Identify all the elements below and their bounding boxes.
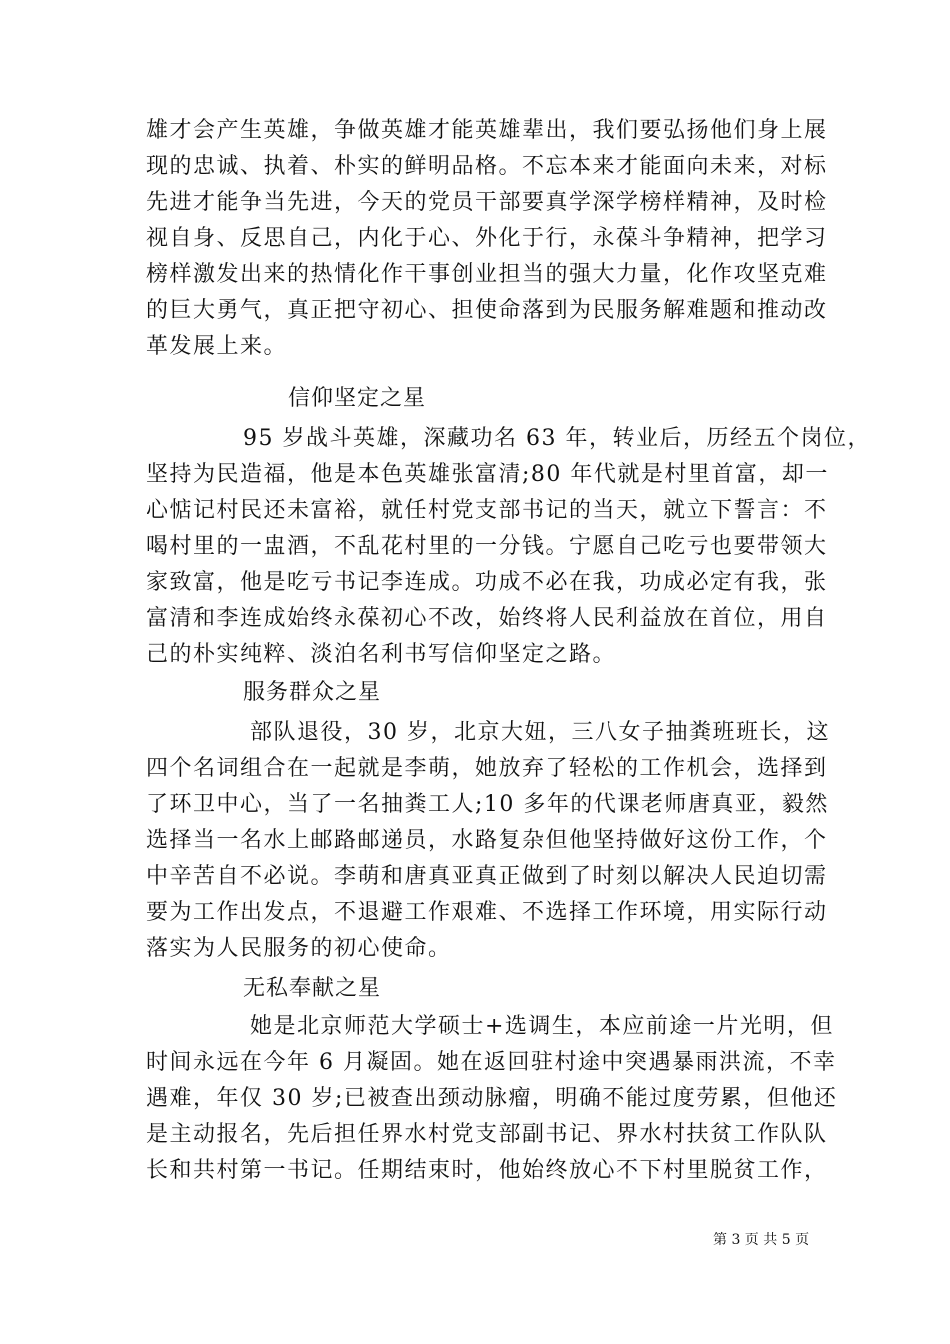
paragraph-line: 榜样激发出来的热情化作干事创业担当的强大力量，化作攻坚克难 bbox=[146, 262, 828, 287]
paragraph-line: 心惦记村民还未富裕，就任村党支部书记的当天，就立下誓言：不 bbox=[146, 498, 828, 523]
paragraph-line: 坚持为民造福，他是本色英雄张富清;80 年代就是村里首富，却一 bbox=[146, 462, 829, 487]
paragraph-line: 中辛苦自不必说。李萌和唐真亚真正做到了时刻以解决人民迫切需 bbox=[146, 864, 828, 889]
paragraph-line: 喝村里的一盅酒，不乱花村里的一分钱。宁愿自己吃亏也要带领大 bbox=[146, 534, 828, 559]
paragraph-line: 是主动报名，先后担任界水村党支部副书记、界水村扶贫工作队队 bbox=[146, 1122, 828, 1147]
paragraph-line: 雄才会产生英雄，争做英雄才能英雄辈出，我们要弘扬他们身上展 bbox=[146, 118, 828, 143]
paragraph-line: 遇难，年仅 30 岁;已被查出颈动脉瘤，明确不能过度劳累，但他还 bbox=[146, 1086, 838, 1111]
paragraph-line: 长和共村第一书记。任期结束时，他始终放心不下村里脱贫工作， bbox=[146, 1158, 828, 1183]
paragraph-line: 家致富，他是吃亏书记李连成。功成不必在我，功成必定有我，张 bbox=[146, 570, 828, 595]
paragraph-line: 选择当一名水上邮路邮递员，水路复杂但他坚持做好这份工作，个 bbox=[146, 828, 828, 853]
paragraph-line: 部队退役，30 岁，北京大妞，三八女子抽粪班班长，这 bbox=[250, 720, 830, 745]
section-heading-faith: 信仰坚定之星 bbox=[288, 386, 427, 411]
section-heading-dedication: 无私奉献之星 bbox=[243, 976, 382, 1001]
paragraph-line: 视自身、反思自己，内化于心、外化于行，永葆斗争精神，把学习 bbox=[146, 226, 828, 251]
paragraph-line: 时间永远在今年 6 月凝固。她在返回驻村途中突遇暴雨洪流，不幸 bbox=[146, 1050, 837, 1075]
page-number: 第 3 页 共 5 页 bbox=[713, 1232, 810, 1248]
paragraph-line: 了环卫中心，当了一名抽粪工人;10 多年的代课老师唐真亚，毅然 bbox=[146, 792, 829, 817]
paragraph-line: 的巨大勇气，真正把守初心、担使命落到为民服务解难题和推动改 bbox=[146, 298, 828, 323]
paragraph-line: 要为工作出发点，不退避工作艰难、不选择工作环境，用实际行动 bbox=[146, 900, 828, 925]
paragraph-line: 现的忠诚、执着、朴实的鲜明品格。不忘本来才能面向未来，对标 bbox=[146, 154, 828, 179]
paragraph-line: 先进才能争当先进，今天的党员干部要真学深学榜样精神，及时检 bbox=[146, 190, 828, 215]
paragraph-line: 95 岁战斗英雄，深藏功名 63 年，转业后，历经五个岗位， bbox=[243, 426, 871, 451]
paragraph-line: 她是北京师范大学硕士+选调生，本应前途一片光明，但 bbox=[250, 1014, 834, 1039]
paragraph-line: 落实为人民服务的初心使命。 bbox=[146, 936, 452, 961]
section-heading-service: 服务群众之星 bbox=[243, 680, 382, 705]
paragraph-line: 革发展上来。 bbox=[146, 334, 288, 359]
paragraph-line: 四个名词组合在一起就是李萌，她放弃了轻松的工作机会，选择到 bbox=[146, 756, 828, 781]
paragraph-line: 富清和李连成始终永葆初心不改，始终将人民利益放在首位，用自 bbox=[146, 606, 828, 631]
paragraph-line: 己的朴实纯粹、淡泊名利书写信仰坚定之路。 bbox=[146, 642, 617, 667]
